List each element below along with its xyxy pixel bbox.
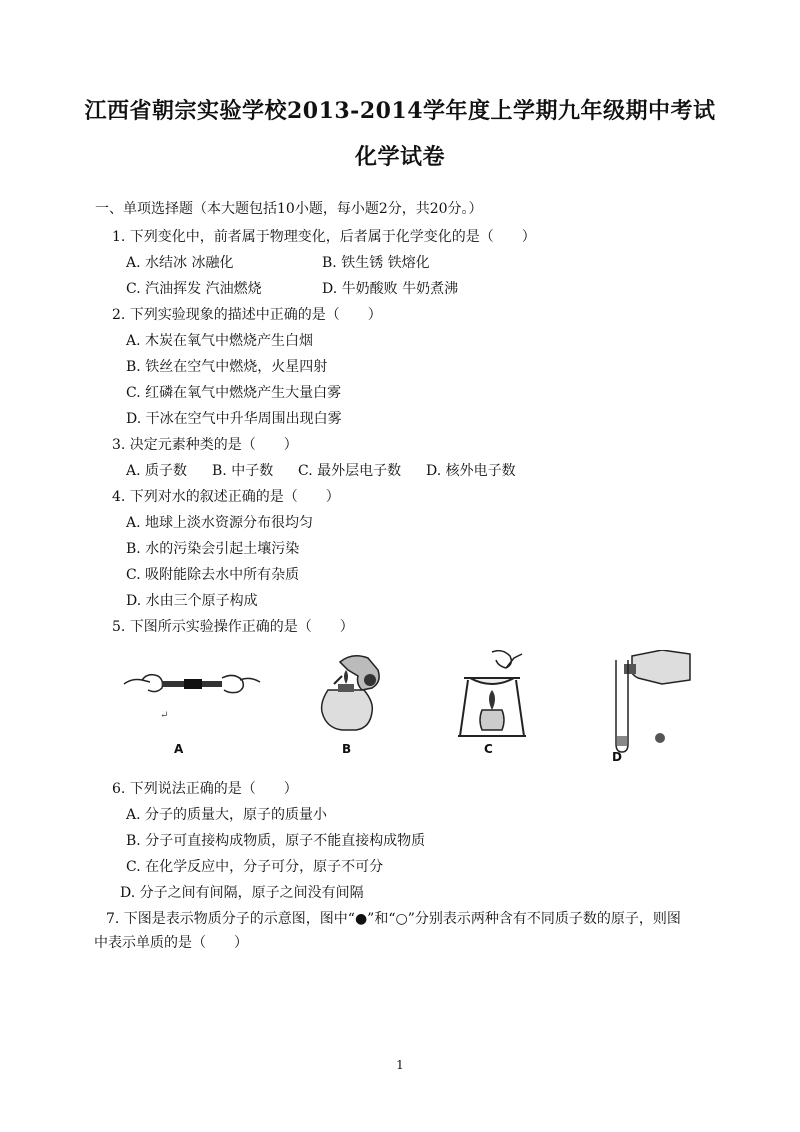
question-1-option-b: B. 铁生锈 铁熔化 <box>322 255 430 271</box>
question-5-stem: 5. 下图所示实验操作正确的是（ ） <box>112 619 354 635</box>
question-3-option-d: D. 核外电子数 <box>426 463 516 479</box>
svg-text:↵: ↵ <box>160 710 169 721</box>
question-6-option-d: D. 分子之间有间隔，原子之间没有间隔 <box>120 885 364 901</box>
question-4-option-c: C. 吸附能除去水中所有杂质 <box>126 567 300 583</box>
question-4-option-b: B. 水的污染会引起土壤污染 <box>126 541 300 557</box>
question-3-option-a: A. 质子数 <box>126 463 188 479</box>
question-6-option-c: C. 在化学反应中，分子可分，原子不可分 <box>126 859 384 875</box>
question-2-option-a: A. 木炭在氧气中燃烧产生白烟 <box>126 333 314 349</box>
question-1-option-c: C. 汽油挥发 汽油燃烧 <box>126 281 262 297</box>
figure-c <box>452 650 542 760</box>
question-1-option-d: D. 牛奶酸败 牛奶煮沸 <box>322 281 459 297</box>
question-3-option-c: C. 最外层电子数 <box>298 463 402 479</box>
question-7-stem-line2: 中表示单质的是（ ） <box>94 935 248 951</box>
question-4-option-a: A. 地球上淡水资源分布很均匀 <box>126 515 314 531</box>
question-2-option-d: D. 干冰在空气中升华周围出现白雾 <box>126 411 342 427</box>
question-1-option-a: A. 水结冰 冰融化 <box>126 255 234 271</box>
exam-subtitle: 化学试卷 <box>354 144 445 170</box>
question-2-option-c: C. 红磷在氧气中燃烧产生大量白雾 <box>126 385 342 401</box>
figure-d-label: D <box>612 750 622 764</box>
figure-d <box>602 650 702 764</box>
figure-a <box>122 650 262 760</box>
question-1-stem: 1. 下列变化中，前者属于物理变化，后者属于化学变化的是（ ） <box>112 229 536 245</box>
question-4-option-d: D. 水由三个原子构成 <box>126 593 258 609</box>
question-3-option-b: B. 中子数 <box>212 463 274 479</box>
question-7-stem-line1: 7. 下图是表示物质分子的示意图，图中“●”和“○”分别表示两种含有不同质子数的原子，则图 <box>106 911 681 927</box>
section-heading: 一、单项选择题（本大题包括10小题，每小题2分，共20分。） <box>95 201 483 217</box>
exam-title: 江西省朝宗实验学校2013-2014学年度上学期九年级期中考试 <box>84 98 716 124</box>
figure-a-label: A <box>174 742 184 756</box>
figure-b <box>312 650 402 760</box>
question-5-figures <box>112 650 712 770</box>
question-6-option-b: B. 分子可直接构成物质，原子不能直接构成物质 <box>126 833 426 849</box>
question-3-stem: 3. 决定元素种类的是（ ） <box>112 437 298 453</box>
page-number: 1 <box>396 1058 404 1072</box>
figure-b-label: B <box>342 742 352 756</box>
figure-c-label: C <box>484 742 493 756</box>
question-4-stem: 4. 下列对水的叙述正确的是（ ） <box>112 489 340 505</box>
question-6-stem: 6. 下列说法正确的是（ ） <box>112 781 298 797</box>
question-2-stem: 2. 下列实验现象的描述中正确的是（ ） <box>112 307 382 323</box>
question-6-option-a: A. 分子的质量大，原子的质量小 <box>126 807 328 823</box>
question-2-option-b: B. 铁丝在空气中燃烧，火星四射 <box>126 359 328 375</box>
